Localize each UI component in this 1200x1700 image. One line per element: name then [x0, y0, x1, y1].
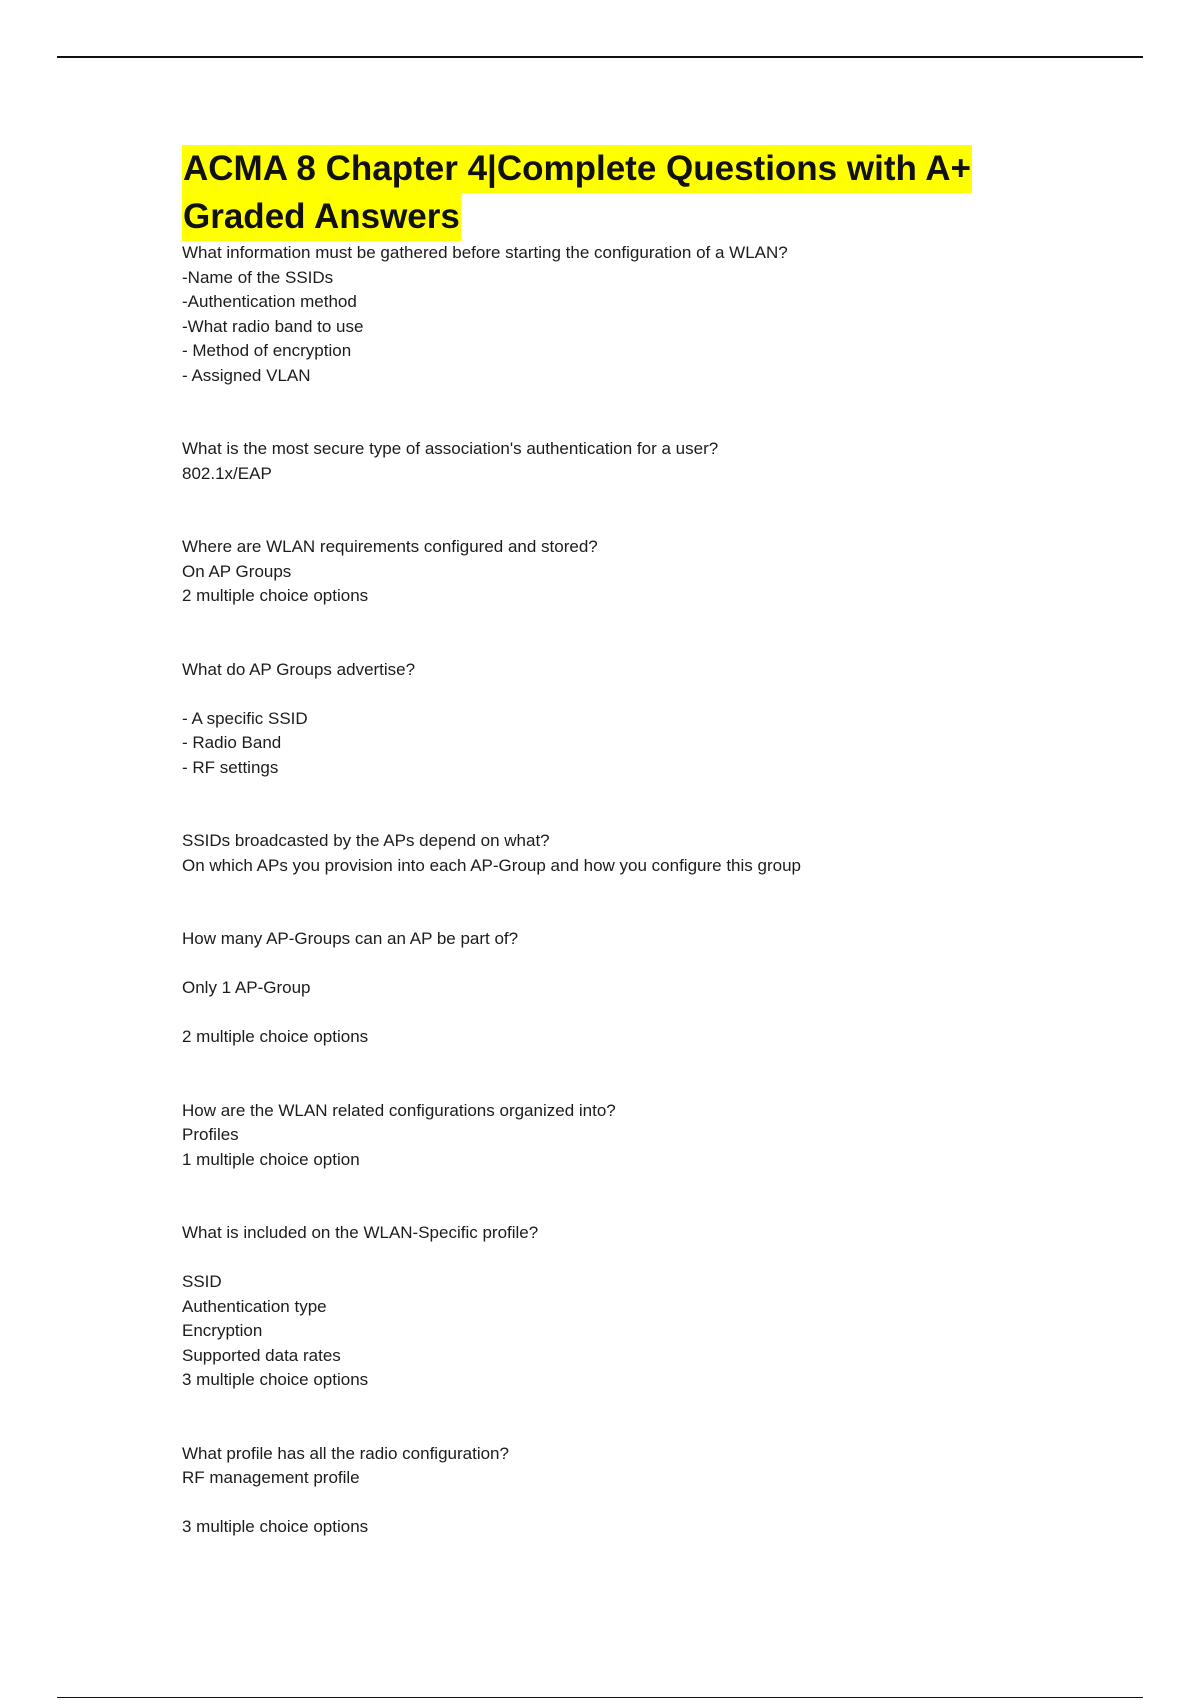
- question-text: What do AP Groups advertise?: [182, 659, 416, 679]
- question-text: What is included on the WLAN-Specific profile?: [182, 1223, 539, 1242]
- answer-line: 1 multiple choice option: [182, 1149, 360, 1169]
- qa-item: [182, 241, 1082, 388]
- blank-line: [182, 952, 1082, 977]
- blank-line: [182, 682, 1082, 707]
- answer-line: - Assigned VLAN: [182, 365, 311, 385]
- answer-line: - RF settings: [182, 757, 279, 777]
- answer-line: Authentication type: [182, 1296, 327, 1316]
- answer-line: - A specific SSID: [182, 708, 308, 728]
- answer-line: 802.1x/EAP: [182, 463, 272, 483]
- answer-line: -Authentication method: [182, 292, 357, 311]
- blank-line: [182, 1246, 1082, 1271]
- title-line: Graded Answers: [182, 193, 461, 241]
- question-text: What profile has all the radio configuration?: [182, 1443, 509, 1463]
- document-body: [182, 145, 1082, 1540]
- qa-list: [182, 241, 1082, 1540]
- question-text: How are the WLAN related configurations organized into?: [182, 1100, 616, 1120]
- qa-spacer: [182, 1393, 1082, 1442]
- qa-item: [182, 1099, 1082, 1173]
- answer-line: -Name of the SSIDs: [182, 267, 334, 287]
- qa-item: [182, 535, 1082, 609]
- qa-spacer: [182, 388, 1082, 437]
- answer-line: Profiles: [182, 1125, 239, 1144]
- answer-line: RF management profile: [182, 1468, 360, 1487]
- qa-spacer: [182, 1050, 1082, 1099]
- answer-line: On which APs you provision into each AP-Group and how you configure this group: [182, 855, 801, 875]
- answer-line: 2 multiple choice options: [182, 1027, 369, 1046]
- header-rule: [57, 56, 1143, 58]
- question-text: What information must be gathered before starting the configuration of a WLAN?: [182, 243, 788, 262]
- blank-line: [182, 1001, 1082, 1026]
- answer-line: Encryption: [182, 1321, 263, 1340]
- answer-line: - Radio Band: [182, 733, 282, 752]
- answer-line: Only 1 AP-Group: [182, 978, 311, 997]
- answer-line: - Method of encryption: [182, 341, 352, 360]
- qa-spacer: [182, 780, 1082, 829]
- question-text: What is the most secure type of association's authentication for a user?: [182, 439, 719, 458]
- qa-spacer: [182, 486, 1082, 535]
- footer-rule: [57, 1697, 1143, 1698]
- answer-line: On AP Groups: [182, 561, 292, 581]
- qa-item: [182, 1221, 1082, 1393]
- qa-spacer: [182, 609, 1082, 658]
- question-text: SSIDs broadcasted by the APs depend on what?: [182, 831, 550, 850]
- title-line: ACMA 8 Chapter 4|Complete Questions with A+: [182, 145, 972, 193]
- qa-item: [182, 1442, 1082, 1540]
- question-text: Where are WLAN requirements configured and stored?: [182, 537, 598, 556]
- qa-item: [182, 927, 1082, 1050]
- answer-line: -What radio band to use: [182, 316, 364, 336]
- answer-line: Supported data rates: [182, 1345, 341, 1365]
- qa-item: [182, 658, 1082, 781]
- document-title: [182, 145, 1082, 241]
- answer-line: 3 multiple choice options: [182, 1370, 369, 1389]
- qa-spacer: [182, 1172, 1082, 1221]
- answer-line: SSID: [182, 1272, 222, 1291]
- answer-line: 2 multiple choice options: [182, 586, 369, 605]
- qa-item: [182, 829, 1082, 878]
- answer-line: 3 multiple choice options: [182, 1517, 369, 1536]
- question-text: How many AP-Groups can an AP be part of?: [182, 929, 519, 948]
- blank-line: [182, 1491, 1082, 1516]
- qa-spacer: [182, 878, 1082, 927]
- qa-item: [182, 437, 1082, 486]
